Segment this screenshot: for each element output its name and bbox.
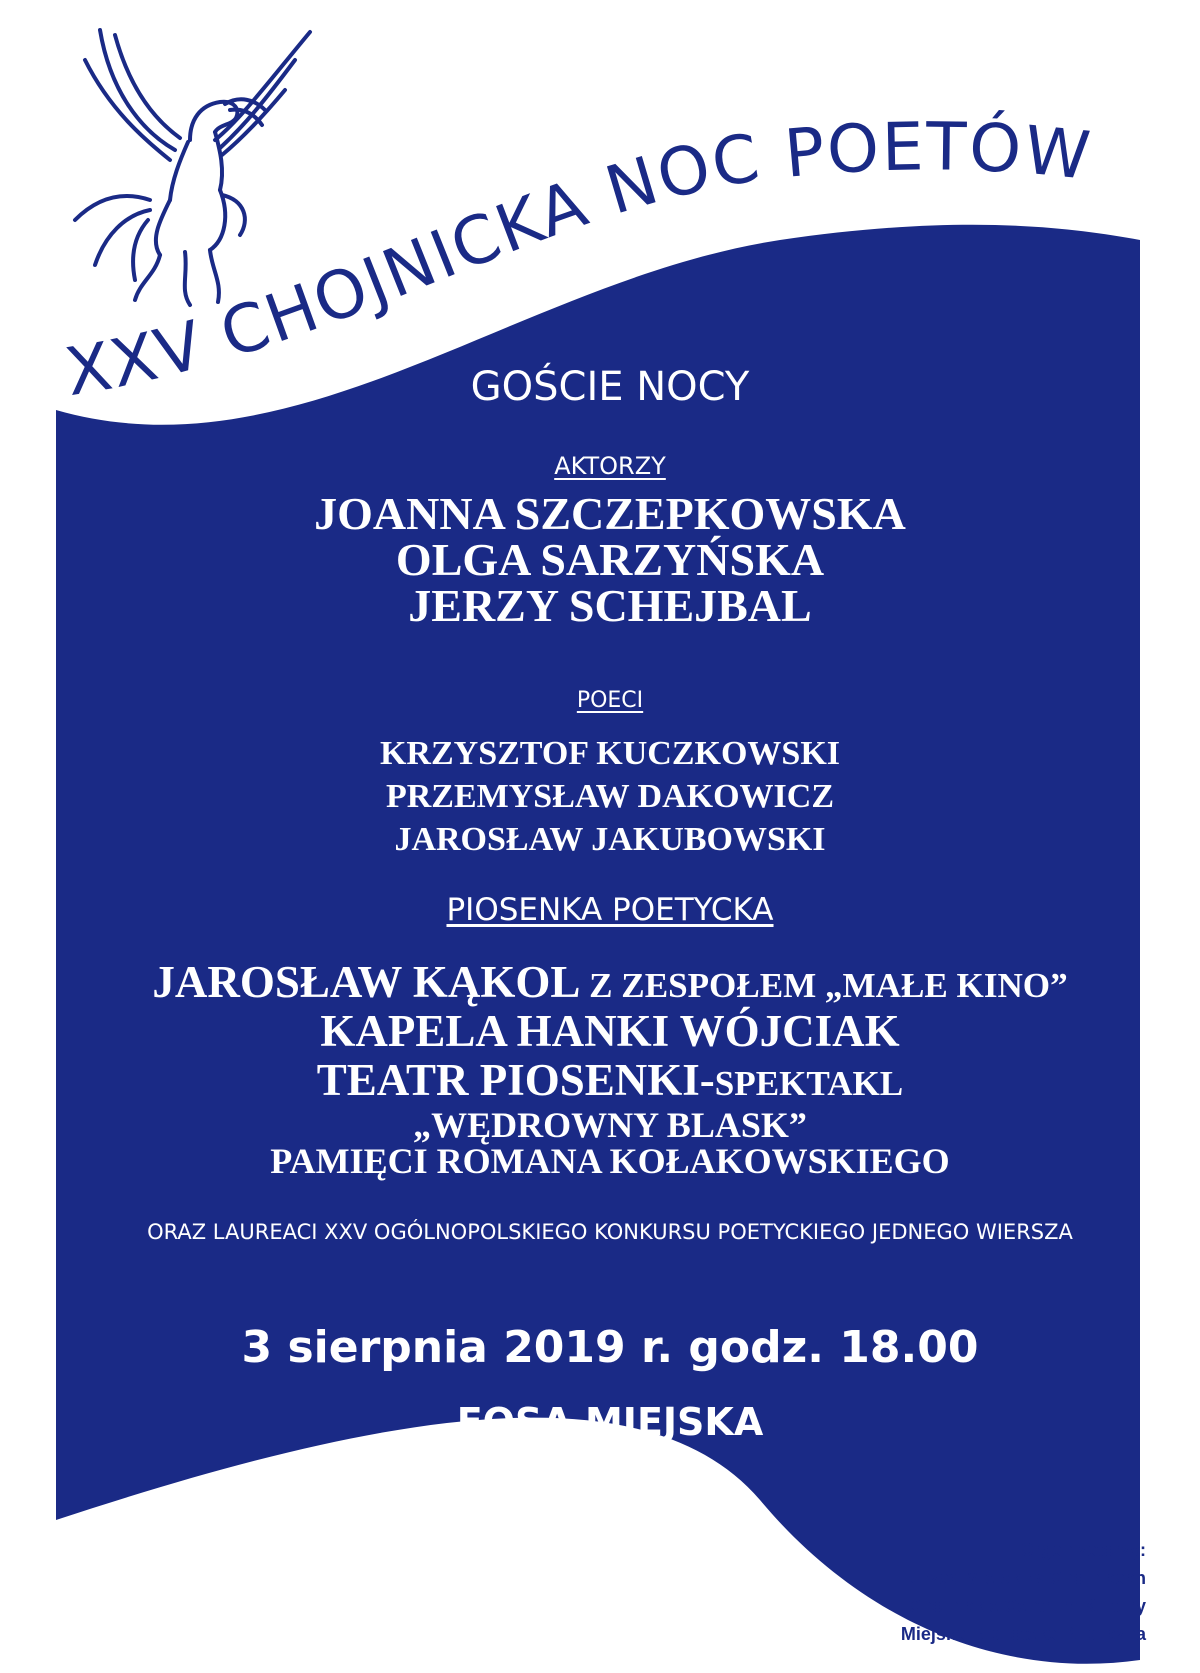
- actor-name: OLGA SARZYŃSKA: [395, 534, 825, 585]
- event-date: 3 sierpnia 2019 r. godz. 18.00: [241, 1322, 979, 1373]
- actor-name: JERZY SCHEJBAL: [408, 580, 812, 631]
- poet-name: KRZYSZTOF KUCZKOWSKI: [379, 735, 841, 772]
- event-place: FOSA MIEJSKA: [456, 1400, 764, 1444]
- pegasus-icon: [40, 20, 320, 320]
- performer-name: JAROSŁAW KĄKOL: [152, 957, 578, 1007]
- laureates-text: ORAZ LAUREACI XXV OGÓLNOPOLSKIEGO KONKURSU POETYCKIEGO JEDNEGO WIERSZA: [147, 1220, 1073, 1244]
- performer-suffix: SPEKTAKL: [714, 1064, 904, 1103]
- guests-heading: GOŚCIE NOCY: [470, 364, 750, 410]
- performer-line: [60, 1054, 1160, 1106]
- organizer-item: Miejska Biblioteka Publiczna: [900, 1624, 1146, 1644]
- performer-name: TEATR PIOSENKI-: [316, 1055, 715, 1105]
- organizers: [901, 1536, 1146, 1648]
- event-title: XXV CHOJNICKA NOC POETÓW: [59, 108, 1096, 412]
- poetic-song-heading: PIOSENKA POETYCKA: [446, 892, 774, 928]
- performer-line: [60, 956, 1160, 1008]
- performance-dedication: PAMIĘCI ROMANA KOŁAKOWSKIEGO: [270, 1141, 950, 1181]
- organizer-item: Urząd Miejski w Chojnicach: [909, 1568, 1146, 1588]
- poets-heading: POECI: [576, 688, 644, 713]
- performer-suffix: Z ZESPOŁEM „MAŁE KINO”: [589, 966, 1068, 1005]
- poet-name: PRZEMYSŁAW DAKOWICZ: [385, 778, 835, 815]
- performer-line: KAPELA HANKI WÓJCIAK: [320, 1006, 900, 1056]
- organizer-item: Chojnickie Centrum Kultury: [907, 1596, 1146, 1616]
- performance-title: „WĘDROWNY BLASK”: [413, 1105, 807, 1145]
- poet-name: JAROSŁAW JAKUBOWSKI: [394, 821, 826, 858]
- actor-name: JOANNA SZCZEPKOWSKA: [314, 488, 906, 539]
- actors-heading: AKTORZY: [554, 452, 666, 480]
- organizers-heading: Organizatorzy:: [1019, 1540, 1146, 1560]
